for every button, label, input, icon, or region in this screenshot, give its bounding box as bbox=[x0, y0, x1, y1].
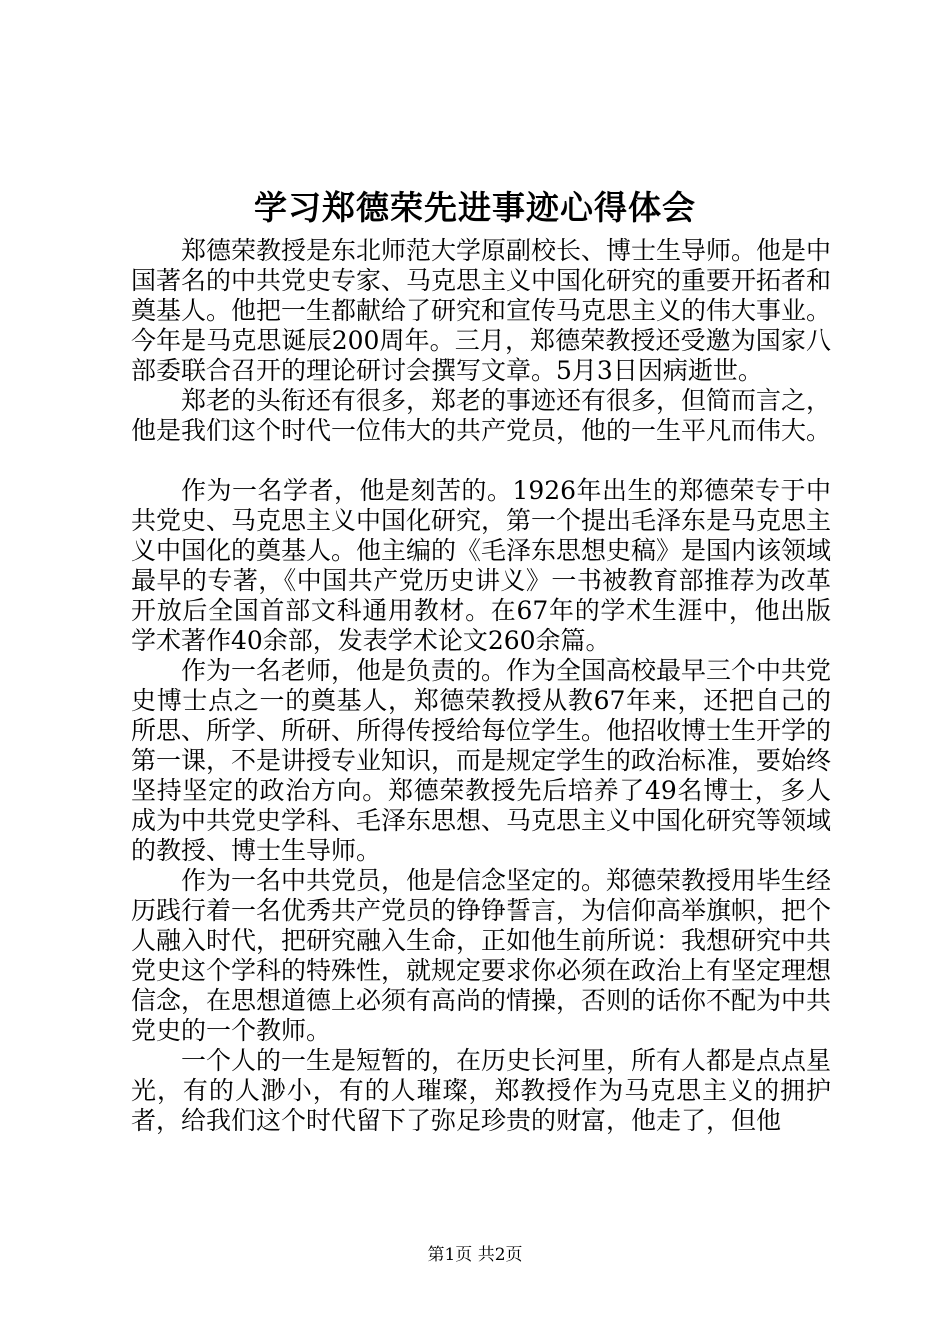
paragraph: 作为一名中共党员，他是信念坚定的。郑德荣教授用毕生经历践行着一名优秀共产党员的铮铮誓言，为信仰高举旗帜，把个人融入时代，把研究融入生命，正如他生前所说：我想研究中共党史这个学科的特殊性，就规定要求你必须在政治上有坚定理想信念，在思想道德上必须有高尚的情操，否则的话你不配为中共党史的一个教师。 bbox=[131, 866, 832, 1045]
document-body bbox=[131, 236, 831, 1136]
page-footer: 第1页 共2页 bbox=[427, 1245, 523, 1265]
paragraph: 作为一名老师，他是负责的。作为全国高校最早三个中共党史博士点之一的奠基人，郑德荣教授从教67年来，还把自己的所思、所学、所研、所得传授给每位学生。他招收博士生开学的第一课，不是讲授专业知识，而是规定学生的政治标准，要始终坚持坚定的政治方向。郑德荣教授先后培养了49名博士，多人成为中共党史学科、毛泽东思想、马克思主义中国化研究等领域的教授、博士生导师。 bbox=[131, 656, 832, 865]
paragraph: 郑德荣教授是东北师范大学原副校长、博士生导师。他是中国著名的中共党史专家、马克思主义中国化研究的重要开拓者和奠基人。他把一生都献给了研究和宣传马克思主义的伟大事业。今年是马克思诞辰200周年。三月，郑德荣教授还受邀为国家八部委联合召开的理论研讨会撰写文章。5月3日因病逝世。 bbox=[131, 236, 832, 385]
document-title: 学习郑德荣先进事迹心得体会 bbox=[254, 188, 696, 227]
paragraph: 作为一名学者，他是刻苦的。1926年出生的郑德荣专于中共党史、马克思主义中国化研究，第一个提出毛泽东是马克思主义中国化的奠基人。他主编的《毛泽东思想史稿》是国内该领域最早的专著，《中国共产党历史讲义》一书被教育部推荐为改革开放后全国首部文科通用教材。在67年的学术生涯中，他出版学术著作40余部，发表学术论文260余篇。 bbox=[131, 476, 832, 655]
paragraph: 郑老的头衔还有很多，郑老的事迹还有很多，但简而言之，他是我们这个时代一位伟大的共产党员，他的一生平凡而伟大。 bbox=[131, 386, 832, 445]
paragraph-spacer bbox=[131, 446, 831, 476]
paragraph: 一个人的一生是短暂的，在历史长河里，所有人都是点点星光，有的人渺小，有的人璀璨，郑教授作为马克思主义的拥护者，给我们这个时代留下了弥足珍贵的财富，他走了，但他 bbox=[131, 1046, 832, 1135]
